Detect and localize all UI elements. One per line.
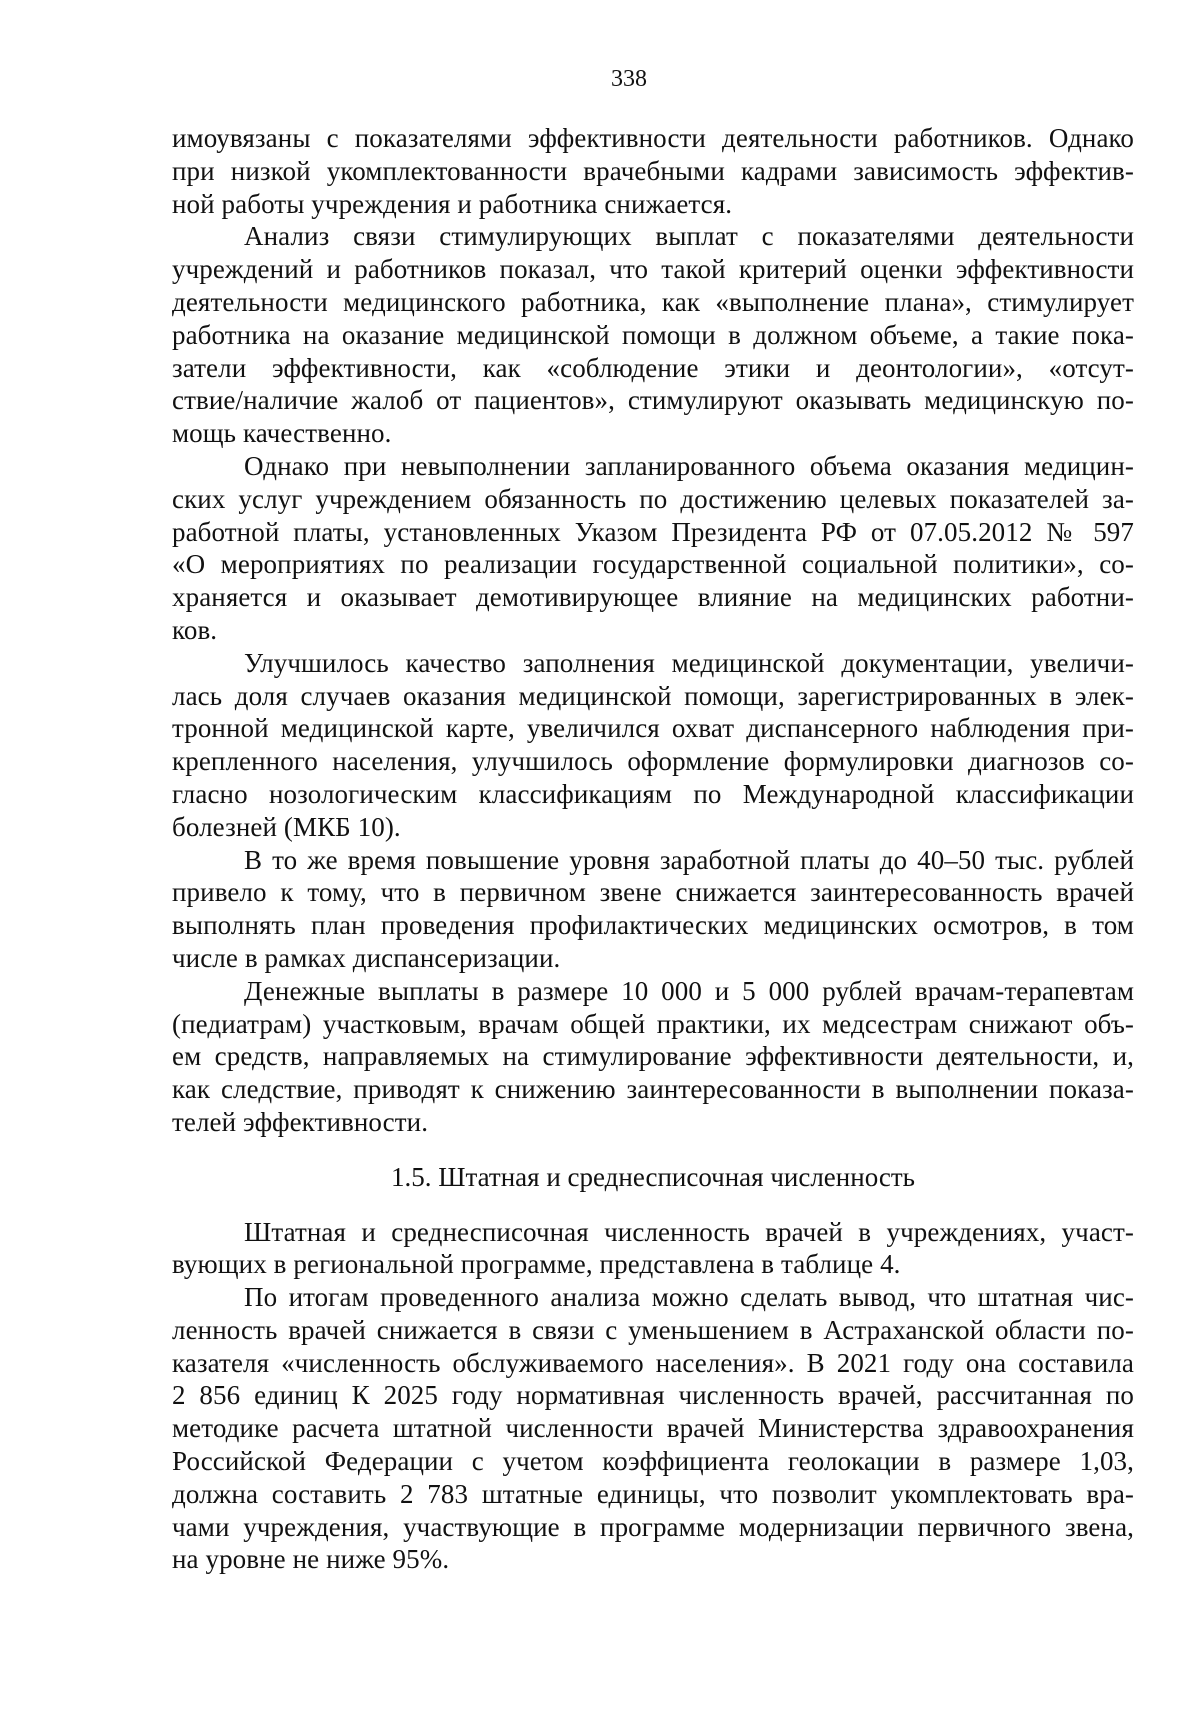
- paragraph-p7: [172, 1216, 1134, 1282]
- text-line: затели эффективности, как «соблюдение этики и деонтологии», «отсут-: [172, 352, 1134, 383]
- page-number: 338: [611, 66, 647, 92]
- text-line: В то же время повышение уровня заработной платы до 40–50 тыс. рублей: [244, 844, 1134, 875]
- text-line: тронной медицинской карте, увеличился охват диспансерного наблюдения при-: [172, 713, 1134, 744]
- paragraph-p2: [172, 220, 1134, 450]
- text-line: Российской Федерации с учетом коэффициента геолокации в размере 1,03,: [172, 1446, 1134, 1477]
- text-line: учреждений и работников показал, что такой критерий оценки эффективности: [172, 254, 1134, 285]
- text-line: вующих в региональной программе, представлена в таблице 4.: [172, 1249, 901, 1280]
- text-line: привело к тому, что в первичном звене снижается заинтересованность врачей: [172, 877, 1134, 908]
- paragraph-p1: [172, 122, 1134, 220]
- text-line: числе в рамках диспансеризации.: [172, 942, 561, 973]
- text-line: ной работы учреждения и работника снижается.: [172, 188, 733, 219]
- paragraphs-after-heading: [172, 1216, 1134, 1577]
- text-line: храняется и оказывает демотивирующее влияние на медицинских работни-: [172, 582, 1134, 613]
- text-line: крепленного населения, улучшилось оформление формулировки диагнозов со-: [172, 746, 1134, 777]
- text-line: Штатная и среднесписочная численность врачей в учреждениях, участ-: [244, 1216, 1134, 1247]
- paragraph-p3: [172, 450, 1134, 647]
- text-line: методике расчета штатной численности врачей Министерства здравоохранения: [172, 1413, 1134, 1444]
- paragraph-p8: [172, 1281, 1134, 1576]
- text-line: (педиатрам) участковым, врачам общей практики, их медсестрам снижают объ-: [172, 1008, 1134, 1039]
- text-line: телей эффективности.: [172, 1106, 429, 1137]
- text-line: ствие/наличие жалоб от пациентов», стимулируют оказывать медицинскую по-: [172, 385, 1134, 416]
- text-line: казателя «численность обслуживаемого населения». В 2021 году она составила: [172, 1347, 1134, 1378]
- text-line: Однако при невыполнении запланированного объема оказания медицин-: [244, 450, 1134, 481]
- section-heading: 1.5. Штатная и среднесписочная численность: [391, 1161, 915, 1192]
- paragraphs-before-heading: [172, 122, 1134, 1139]
- text-line: Денежные выплаты в размере 10 000 и 5 000 рублей врачам-терапевтам: [244, 975, 1134, 1006]
- text-line: гласно нозологическим классификациям по Международной классификации: [172, 778, 1134, 809]
- text-line: ских услуг учреждением обязанность по достижению целевых показателей за-: [172, 483, 1134, 514]
- text-line: работной платы, установленных Указом Президента РФ от 07.05.2012 № 597: [172, 516, 1134, 547]
- body-text: [172, 122, 1134, 1576]
- text-line: «О мероприятиях по реализации государственной социальной политики», со-: [172, 549, 1134, 580]
- text-line: ков.: [172, 614, 218, 645]
- text-line: имоувязаны с показателями эффективности деятельности работников. Однако: [172, 123, 1134, 153]
- text-line: должна составить 2 783 штатные единицы, что позволит укомплектовать вра-: [172, 1478, 1134, 1509]
- text-line: По итогам проведенного анализа можно сделать вывод, что штатная чис-: [244, 1282, 1134, 1313]
- text-line: чами учреждения, участвующие в программе модернизации первичного звена,: [172, 1511, 1134, 1542]
- text-line: работника на оказание медицинской помощи в должном объеме, а такие пока-: [172, 319, 1134, 350]
- text-line: 2 856 единиц К 2025 году нормативная численность врачей, рассчитанная по: [172, 1380, 1134, 1411]
- text-line: ем средств, направляемых на стимулирование эффективности деятельности, и,: [172, 1041, 1134, 1072]
- text-line: Анализ связи стимулирующих выплат с показателями деятельности: [244, 221, 1134, 252]
- text-line: как следствие, приводят к снижению заинтересованности в выполнении показа-: [172, 1074, 1134, 1105]
- text-line: мощь качественно.: [172, 418, 392, 449]
- paragraph-p6: [172, 975, 1134, 1139]
- text-line: деятельности медицинского работника, как «выполнение плана», стимулирует: [172, 286, 1134, 317]
- paragraph-p5: [172, 844, 1134, 975]
- text-line: болезней (МКБ 10).: [172, 811, 401, 842]
- paragraph-p4: [172, 647, 1134, 844]
- text-line: лась доля случаев оказания медицинской помощи, зарегистрированных в элек-: [172, 680, 1134, 711]
- text-line: Улучшилось качество заполнения медицинской документации, увеличи-: [244, 647, 1134, 678]
- text-line: на уровне не ниже 95%.: [172, 1544, 450, 1575]
- text-line: ленность врачей снижается в связи с уменьшением в Астраханской области по-: [172, 1314, 1134, 1345]
- text-line: при низкой укомплектованности врачебными кадрами зависимость эффектив-: [172, 155, 1134, 186]
- text-line: выполнять план проведения профилактических медицинских осмотров, в том: [172, 910, 1134, 941]
